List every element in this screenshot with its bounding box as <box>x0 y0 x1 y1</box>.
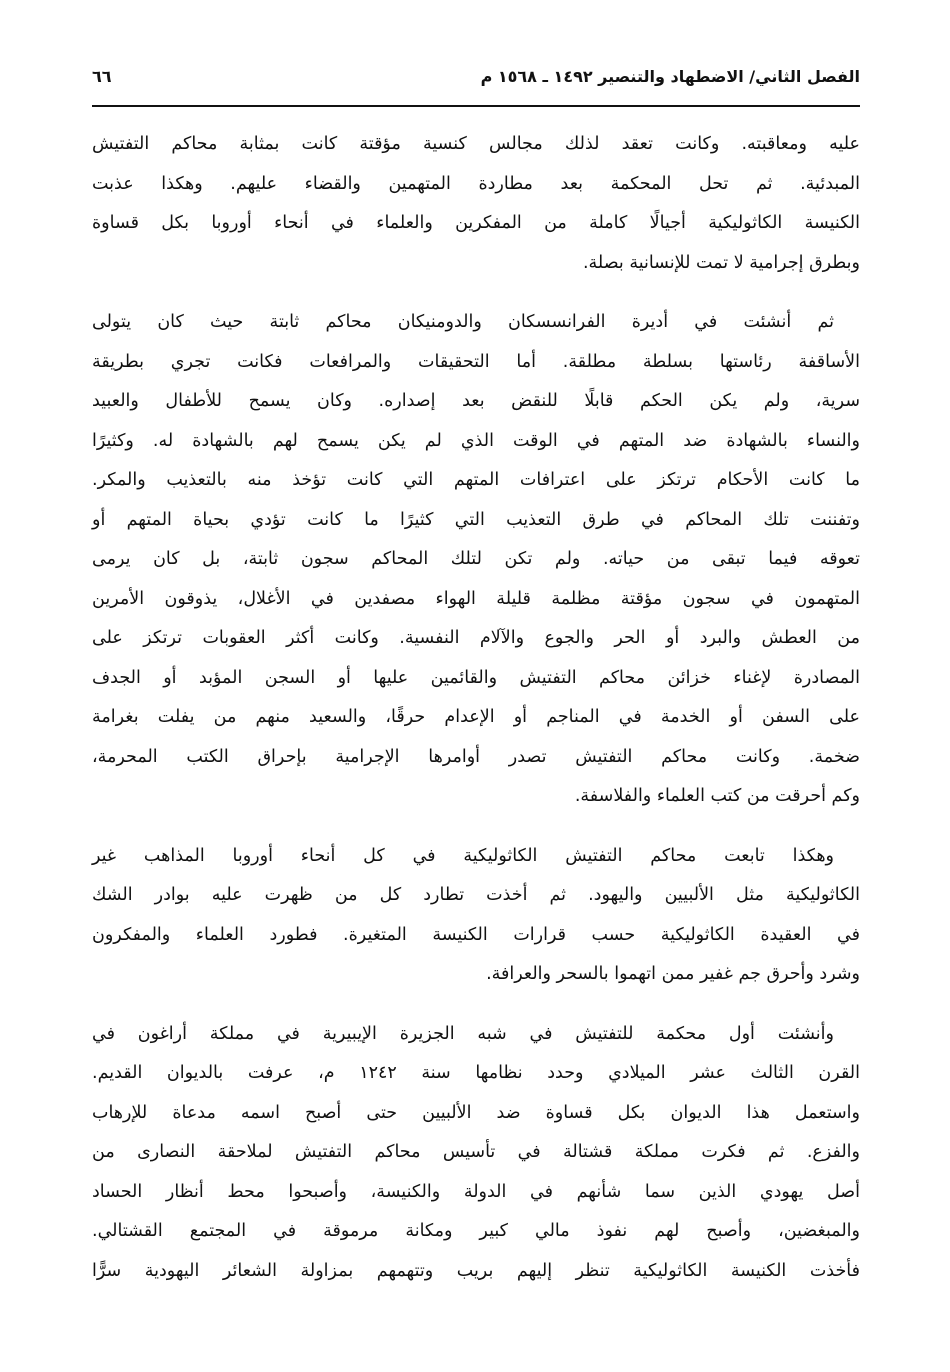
running-header <box>92 58 860 94</box>
paragraph <box>92 125 860 283</box>
paragraph <box>92 303 860 817</box>
text-line: المبدئية. ثم تحل المحكمة بعد مطاردة المتهمين والقضاء عليهم. وهكذا عذبت <box>92 173 860 194</box>
page-number: ٦٦ <box>92 66 112 86</box>
text-line: والفزع. ثم فكرت مملكة قشتالة في تأسيس محاكم التفتيش لملاحقة النصارى من <box>92 1142 860 1162</box>
text-line: والمبغضين، وأصبح لهم نفوذ مالي كبير ومكانة مرموقة في المجتمع القشتالي. <box>92 1221 860 1241</box>
text-line: وأنشئت أول محكمة للتفتيش في شبه الجزيرة الإيبيرية في مملكة أراغون في <box>92 1023 834 1044</box>
text-line: واستعمل هذا الديوان بكل قساوة ضد الألبيين حتى أصبح اسمه مدعاة للإرهاب <box>92 1102 860 1123</box>
text-line: الأساقفة رئاستها بسلطة مطلقة. أما التحقيقات والمرافعات فكانت تجري بطريقة <box>92 351 860 372</box>
header-rule <box>92 105 860 107</box>
text-line: القرن الثالث عشر الميلادي وحدد نظامها سنة ١٢٤٢ م، عرفت بالديوان القديم. <box>92 1063 860 1083</box>
text-line: سرية، ولم يكن الحكم قابلًا للنقض بعد إصداره. وكان يسمح للأطفال والعبيد <box>92 391 860 411</box>
text-line: الكنيسة الكاثوليكية أجيالًا كاملة من المفكرين والعلماء في أنحاء أوروبا بكل قساوة <box>92 213 860 233</box>
text-line: في العقيدة الكاثوليكية حسب قرارات الكنيسة المتغيرة. فطورد العلماء والمفكرون <box>92 924 860 945</box>
text-line: من العطش والبرد أو الحر والجوع والآلام النفسية. وكانت أكثر العقوبات ترتكز على <box>92 628 860 648</box>
text-line: ضخمة. وكانت محاكم التفتيش تصدر أوامرها الإجرامية بإحراق الكتب المحرمة، <box>92 746 860 767</box>
text-line: وتفننت تلك المحاكم في طرق التعذيب التي كثيرًا ما كانت تؤدي بحياة المتهم أو <box>92 509 860 530</box>
running-title: الفصل الثاني/ الاضطهاد والتنصير ١٤٩٢ ـ ١٥٦٨ م <box>480 66 860 86</box>
page-body <box>92 125 860 1311</box>
text-line: أصل يهودي الذين سما شأنهم في الدولة والكنيسة، وأصبحوا محط أنظار الحساد <box>92 1181 860 1202</box>
text-line: تعوقه فيما تبقى من حياته. ولم تكن لتلك المحاكم سجون ثابتة، بل كان يرمى <box>92 549 860 569</box>
paragraph <box>92 837 860 995</box>
text-line: ما كانت الأحكام ترتكز على اعترافات المتهم التي كانت تؤخذ منه بالتعذيب والمكر. <box>92 470 860 490</box>
text-line: ثم أنشئت في أديرة الفرانسسكان والدومنيكان محاكم ثابتة حيث كان يتولى <box>92 312 834 332</box>
text-line: عليه ومعاقبته. وكانت تعقد لذلك مجالس كنسية مؤقتة كانت بمثابة محاكم التفتيش <box>92 134 860 154</box>
paragraph <box>92 1015 860 1292</box>
text-line: المتهمون في سجون مؤقتة مظلمة قليلة الهواء مصفدين في الأغلال، يذوقون الأمرين <box>92 588 860 609</box>
text-line: على السفن أو الخدمة في المناجم أو الإعدام حرقًا، والسعيد منهم من يفلت بغرامة <box>92 707 860 727</box>
text-line: فأخذت الكنيسة الكاثوليكية تنظر إليهم بريب وتتهمهم بمزاولة الشعائر اليهودية سرًّا <box>92 1260 860 1281</box>
text-line: وشرد وأحرق جم غفير ممن اتهموا بالسحر والعرافة. <box>486 964 860 984</box>
text-line: الكاثوليكية مثل الألبيين واليهود. ثم أخذت تطارد كل من ظهرت عليه بوادر الشك <box>92 885 860 905</box>
text-line: وهكذا تابعت محاكم التفتيش الكاثوليكية في كل أنحاء أوروبا المذاهب غير <box>92 845 834 866</box>
text-line: والنساء بالشهادة ضد المتهم في الوقت الذي لم يكن يسمح لهم بالشهادة له. وكثيرًا <box>92 430 860 451</box>
text-line: المصادرة لإغناء خزائن محاكم التفتيش والقائمين عليها أو السجن المؤبد أو الجدف <box>92 667 860 688</box>
text-line: وبطرق إجرامية لا تمت للإنسانية بصلة. <box>582 252 860 273</box>
text-line: وكم أحرقت من كتب العلماء والفلاسفة. <box>574 786 860 806</box>
